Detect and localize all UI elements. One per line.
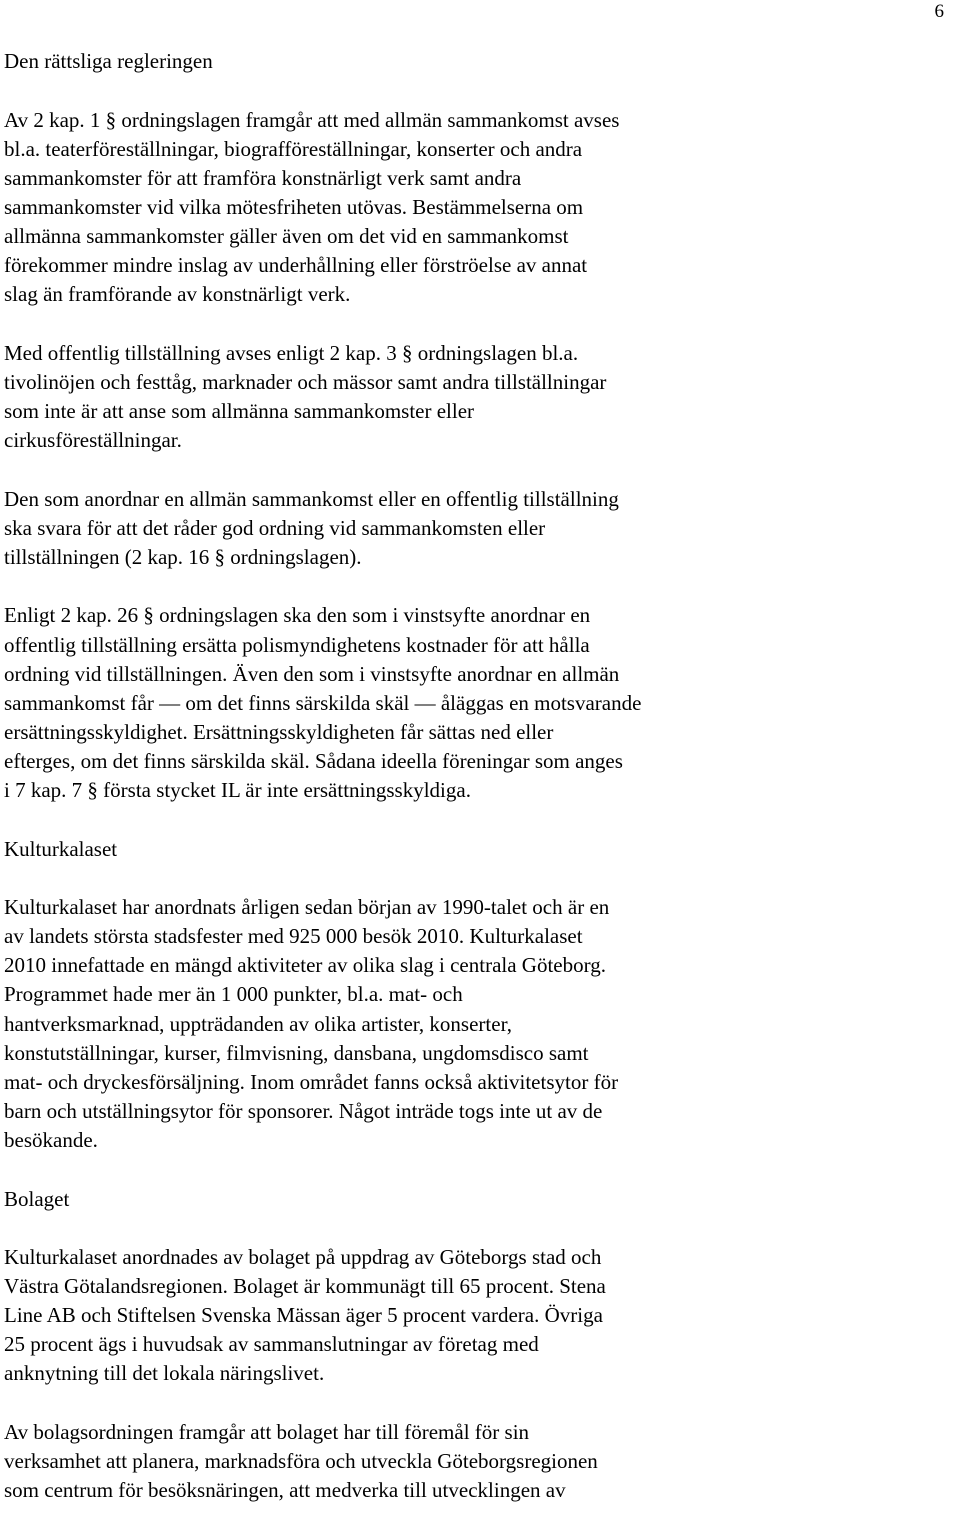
section-heading-kulturkalaset: Kulturkalaset	[4, 836, 118, 861]
text-line: bl.a. teaterföreställningar, biografföreställningar, konserter och andra	[4, 136, 583, 161]
text-line: ersättningsskyldighet. Ersättningsskyldigheten får sättas ned eller	[4, 719, 554, 744]
text-line: besökande.	[4, 1127, 98, 1152]
text-line: förekommer mindre inslag av underhållning eller förströelse av annat	[4, 253, 588, 278]
text-line: konstutställningar, kurser, filmvisning, dansbana, ungdomsdisco samt	[4, 1040, 589, 1065]
text-line: som centrum för besöksnäringen, att medverka till utvecklingen av	[4, 1478, 566, 1503]
text-line: av landets största stadsfester med 925 000 besök 2010. Kulturkalaset	[4, 924, 583, 949]
paragraph-bolaget-2	[4, 1418, 939, 1505]
text-line: Av 2 kap. 1 § ordningslagen framgår att med allmän sammankomst avses	[4, 107, 620, 132]
text-line: allmänna sammankomster gäller även om det vid en sammankomst	[4, 223, 569, 248]
paragraph-regulation-3	[4, 485, 939, 572]
text-line: cirkusföreställningar.	[4, 428, 182, 453]
text-line: 2010 innefattade en mängd aktiviteter av olika slag i centrala Göteborg.	[4, 953, 606, 978]
text-line: sammankomster vid vilka mötesfriheten utövas. Bestämmelserna om	[4, 194, 584, 219]
text-line: Enligt 2 kap. 26 § ordningslagen ska den som i vinstsyfte anordnar en	[4, 603, 591, 628]
text-line: anknytning till det lokala näringslivet.	[4, 1361, 325, 1386]
text-line: barn och utställningsytor för sponsorer. Något inträde togs inte ut av de	[4, 1098, 603, 1123]
text-line: tivolinöjen och festtåg, marknader och mässor samt andra tillställningar	[4, 369, 607, 394]
section-heading-bolaget: Bolaget	[4, 1186, 70, 1211]
text-line: offentlig tillställning ersätta polismyndighetens kostnader för att hålla	[4, 632, 590, 657]
paragraph-bolaget-1	[4, 1243, 939, 1388]
text-line: i 7 kap. 7 § första stycket IL är inte ersättningsskyldiga.	[4, 777, 471, 802]
text-line: Med offentlig tillställning avses enligt 2 kap. 3 § ordningslagen bl.a.	[4, 340, 579, 365]
paragraph-regulation-2	[4, 339, 939, 455]
text-line: Den som anordnar en allmän sammankomst eller en offentlig tillställning	[4, 486, 619, 511]
text-line: hantverksmarknad, uppträdanden av olika artister, konserter,	[4, 1011, 512, 1036]
section-heading-regulation: Den rättsliga regleringen	[4, 49, 213, 73]
page-number: 6	[934, 1, 944, 22]
text-line: som inte är att anse som allmänna sammankomster eller	[4, 398, 475, 423]
text-line: Kulturkalaset har anordnats årligen sedan början av 1990-talet och är en	[4, 895, 610, 920]
text-line: sammankomst får — om det finns särskilda skäl — åläggas en motsvarande	[4, 690, 642, 715]
paragraph-regulation-4	[4, 601, 939, 805]
text-line: sammankomster för att framföra konstnärligt verk samt andra	[4, 165, 522, 190]
paragraph-kulturkalaset-1	[4, 893, 939, 1155]
text-line: mat- och dryckesförsäljning. Inom området fanns också aktivitetsytor för	[4, 1069, 619, 1094]
text-line: slag än framförande av konstnärligt verk.	[4, 282, 351, 307]
text-line: Kulturkalaset anordnades av bolaget på uppdrag av Göteborgs stad och	[4, 1245, 602, 1270]
document-body	[4, 47, 939, 1535]
text-line: verksamhet att planera, marknadsföra och utveckla Göteborgsregionen	[4, 1449, 598, 1474]
text-line: Programmet hade mer än 1 000 punkter, bl.a. mat- och	[4, 982, 463, 1007]
text-line: ska svara för att det råder god ordning vid sammankomsten eller	[4, 515, 546, 540]
text-line: Västra Götalandsregionen. Bolaget är kommunägt till 65 procent. Stena	[4, 1274, 606, 1299]
text-line: Line AB och Stiftelsen Svenska Mässan äger 5 procent vardera. Övriga	[4, 1303, 603, 1328]
paragraph-regulation-1	[4, 106, 939, 310]
text-line: ordning vid tillställningen. Även den som i vinstsyfte anordnar en allmän	[4, 661, 620, 686]
text-line: 25 procent ägs i huvudsak av sammanslutningar av företag med	[4, 1332, 539, 1357]
text-line: tillställningen (2 kap. 16 § ordningslagen).	[4, 544, 362, 569]
text-line: Av bolagsordningen framgår att bolaget har till föremål för sin	[4, 1420, 530, 1445]
text-line: efterges, om det finns särskilda skäl. Sådana ideella föreningar som anges	[4, 748, 623, 773]
